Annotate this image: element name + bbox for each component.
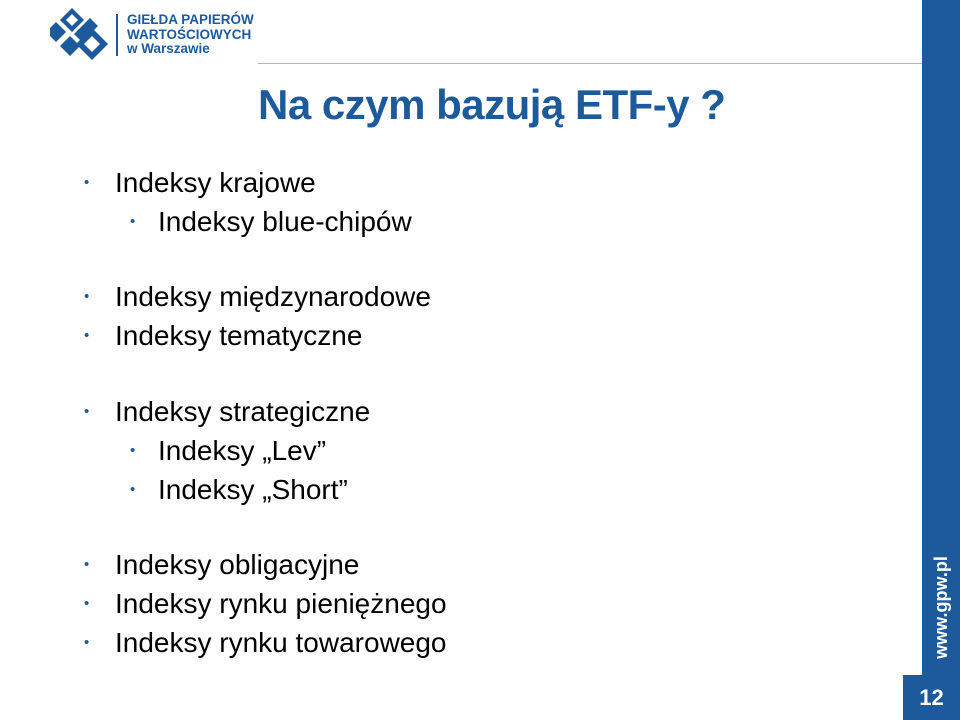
sidebar-url-text[interactable]: www.gpw.pl	[930, 555, 951, 659]
logo-line-2: WARTOŚCIOWYCH	[127, 26, 252, 42]
gpw-logo	[50, 8, 255, 60]
logo-divider	[116, 14, 118, 56]
bullet-dot: •	[84, 327, 90, 344]
bullet-text: Indeksy strategiczne	[115, 396, 371, 427]
bullet-item	[84, 587, 447, 621]
bullet-dot: •	[84, 595, 90, 612]
bullet-text: Indeksy międzynarodowe	[115, 281, 431, 312]
bullet-item	[84, 395, 371, 429]
bullet-dot: •	[130, 442, 136, 459]
bullet-text: Indeksy „Lev”	[158, 435, 327, 466]
bullet-subitem	[130, 434, 327, 468]
bullet-item	[84, 166, 316, 200]
slide-title: Na czym bazują ETF-y ?	[258, 81, 726, 128]
bullet-dot: •	[84, 556, 90, 573]
page-number: 12	[903, 675, 960, 720]
bullet-dot: •	[130, 213, 136, 230]
logo-line-3: w Warszawie	[127, 41, 210, 56]
bullet-item	[84, 319, 363, 353]
bullet-text: Indeksy rynku towarowego	[115, 627, 447, 658]
bullet-dot: •	[84, 174, 90, 191]
bullet-dot: •	[84, 634, 90, 651]
logo-line-1: GIEŁDA PAPIERÓW	[127, 12, 254, 27]
bullet-dot: •	[84, 403, 90, 420]
bullet-subitem	[130, 473, 348, 507]
gpw-logo-mark-icon	[50, 8, 108, 60]
bullet-text: Indeksy blue-chipów	[158, 206, 412, 237]
bullet-text: Indeksy krajowe	[115, 167, 316, 198]
sidebar-url[interactable]	[922, 555, 960, 659]
bullet-subitem	[130, 205, 412, 239]
bullet-text: Indeksy „Short”	[158, 474, 348, 505]
bullet-text: Indeksy rynku pieniężnego	[115, 588, 447, 619]
bullet-item	[84, 626, 447, 660]
logo-wordmark	[127, 13, 254, 57]
bullet-dot: •	[84, 288, 90, 305]
bullet-item	[84, 548, 360, 582]
bullet-dot: •	[130, 481, 136, 498]
bullet-item	[84, 280, 431, 314]
bullet-text: Indeksy obligacyjne	[115, 549, 360, 580]
header-rule	[258, 63, 922, 64]
bullet-text: Indeksy tematyczne	[115, 320, 363, 351]
